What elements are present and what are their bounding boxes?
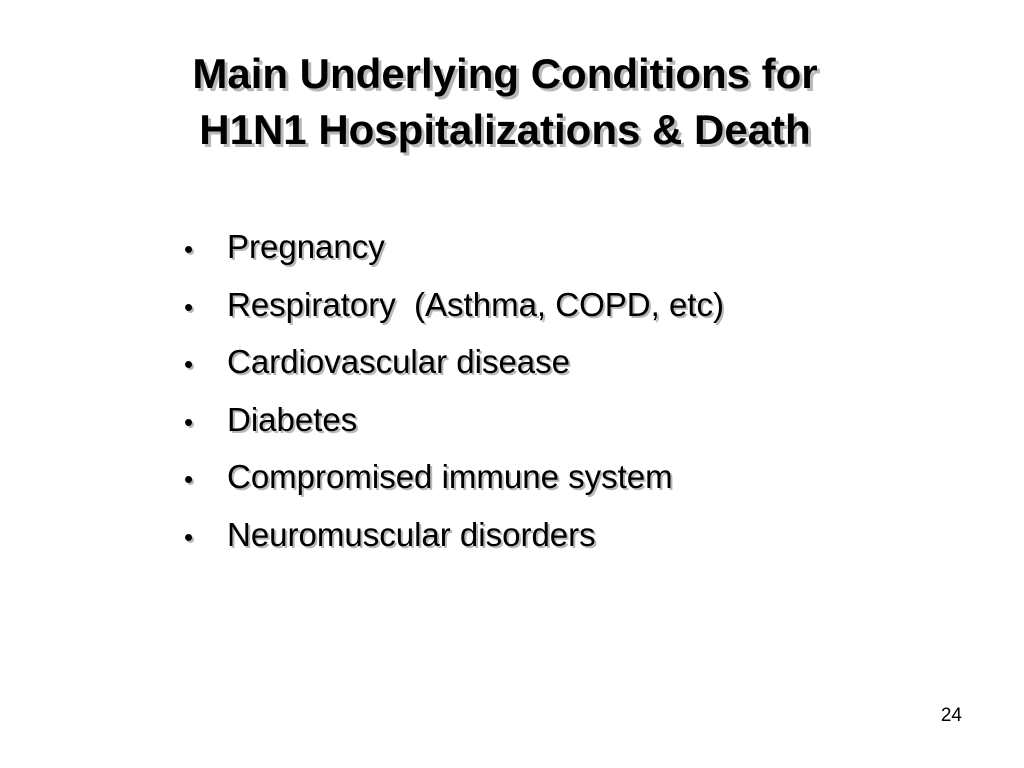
bullet-item-neuromuscular [184,510,724,568]
bullet-text: Diabetes [227,400,358,438]
page-number: 24 [940,705,962,726]
bullet-list [184,222,724,567]
bullet-icon: • [184,234,194,264]
bullet-icon: • [184,521,194,552]
bullet-item-pregnancy [184,222,724,280]
bullet-text: Neuromuscular disorders [227,515,596,553]
bullet-text: Pregnancy [227,228,385,265]
bullet-item-immune [184,452,724,510]
slide-title-line-2: H1N1 Hospitalizations & Death [199,106,811,153]
bullet-text: Compromised immune system [227,458,673,495]
bullet-item-respiratory [184,280,724,338]
bullet-item-diabetes [184,395,724,453]
bullet-item-cardiovascular [184,337,724,395]
bullet-icon: • [184,406,194,437]
bullet-text: Respiratory (Asthma, COPD, etc) [227,285,724,323]
slide-title [0,46,1010,158]
bullet-text: Cardiovascular disease [227,343,571,380]
bullet-icon: • [184,349,194,379]
bullet-icon: • [184,291,194,322]
slide-title-line-1: Main Underlying Conditions for [192,50,818,97]
bullet-icon: • [184,464,194,494]
